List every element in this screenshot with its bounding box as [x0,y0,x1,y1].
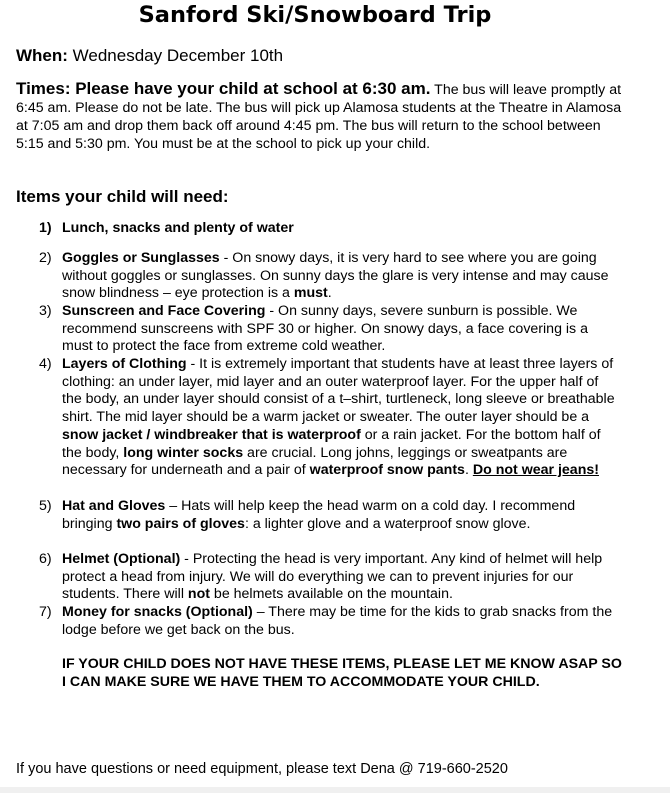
item-number: 1) [39,220,52,236]
item-emphasis: waterproof snow pants [309,462,465,479]
item-heading: Layers of Clothing [62,356,187,372]
contact-footer: If you have questions or need equipment, please text Dena @ 719-660-2520 [16,761,508,777]
item-number: 5) [39,498,52,514]
item-text: . [464,462,473,479]
page-title: Sanford Ski/Snowboard Trip [138,2,492,28]
item-number: 6) [39,551,52,567]
item-text: - On sunny days, severe sunburn is possible. We recommend sunscreens with SPF 30 or higher. On snowy days, a face covering is a must to protect the face from extreme cold weather. [62,303,588,355]
when-line [16,46,283,66]
when-label: When: [16,46,68,65]
item-text: - Protecting the head is very important. Any kind of helmet will help protect a head from injury. We will do everything we can to prevent injuries for our students. There will [62,551,603,603]
item-emphasis: long winter socks [123,444,244,461]
item-heading: Lunch, snacks and plenty of water [62,220,294,236]
list-item [39,250,619,303]
item-heading: Helmet (Optional) [62,551,181,567]
item-number: 7) [39,604,52,620]
item-number: 4) [39,356,52,372]
item-text: - It is extremely important that students have at least three layers of clothing: an under layer, mid layer and an outer waterproof layer. For the upper half of the body, an under layer should consist of a t–shirt, turtleneck, long sleeve or breathable shirt. The mid layer should be a warm jacket or sweater. The outer layer should be a [62,356,615,426]
item-emphasis: not [187,586,210,603]
item-text: be helmets available on the mountain. [209,586,453,603]
list-item [39,498,619,533]
item-text: - On snowy days, it is very hard to see where you are going without goggles or sunglasses. On sunny days the glare is very intense and may cause snow blindness – eye protection is a [62,250,609,302]
item-text: or a rain jacket. For the bottom half of the body, [62,426,601,461]
items-heading: Items your child will need: [16,187,229,206]
item-text: are crucial. Long johns, leggings or sweatpants are necessary for underneath and a pair of [62,444,568,479]
list-item [39,604,619,639]
list-item [39,551,619,604]
times-paragraph [16,80,631,153]
times-text: The bus will leave promptly at 6:45 am. Please do not be late. The bus will pick up Alamosa students at the Theatre in Alamosa at 7:05 am and drop them back off around 4:45 pm. The bus will return to the school between 5:15 and 5:30 pm. You must be at the school to pick up your child. [16,82,622,152]
notice-paragraph: IF YOUR CHILD DOES NOT HAVE THESE ITEMS, PLEASE LET ME KNOW ASAP SO I CAN MAKE SURE WE HAVE THEM TO ACCOMMODATE YOUR CHILD. [62,656,622,690]
list-item [39,303,619,356]
item-text: : a lighter glove and a waterproof snow glove. [244,515,531,532]
jeans-warning: Do not wear jeans! [472,462,599,479]
times-label: Times: Please have your child at school at 6:30 am. [16,79,431,98]
item-emphasis: must [293,285,328,302]
item-heading: Money for snacks (Optional) [62,604,253,620]
item-text: – There may be time for the kids to grab snacks from the lodge before we get back on the bus. [62,604,613,638]
item-emphasis: snow jacket / windbreaker that is waterproof [62,426,361,443]
item-emphasis: two pairs of gloves [116,515,245,532]
item-text: . [327,285,332,302]
item-text: – Hats will help keep the head warm on a cold day. I recommend bringing [62,498,576,532]
item-heading: Sunscreen and Face Covering [62,303,266,319]
item-number: 3) [39,303,52,319]
item-heading: Goggles or Sunglasses [62,250,220,266]
list-item [39,356,619,480]
when-value: Wednesday December 10th [67,46,284,65]
list-item [39,220,619,238]
page-bottom-edge [0,787,670,793]
item-heading: Hat and Gloves [62,498,166,514]
item-number: 2) [39,250,52,266]
